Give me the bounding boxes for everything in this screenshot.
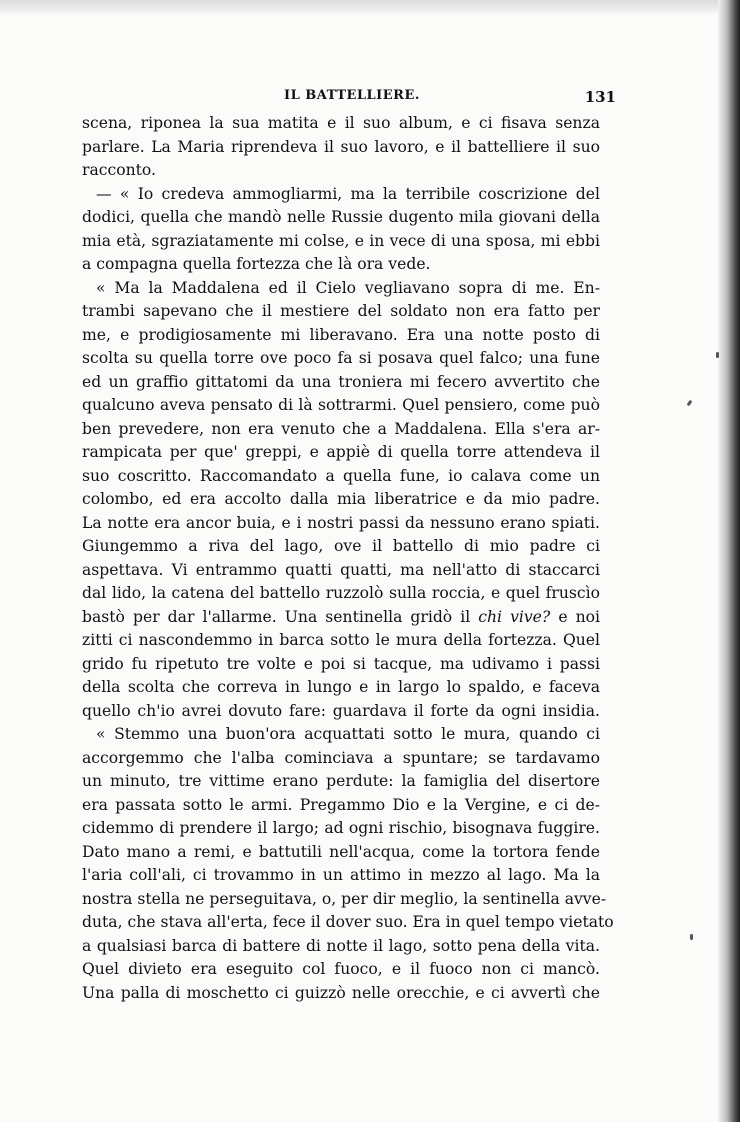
text-line: un minuto, tre vittime erano perdute: la famiglia del disertore: [82, 772, 600, 790]
text-line: accorgemmo che l'alba cominciava a spuntare; se tardavamo: [82, 748, 600, 767]
text-line: La notte era ancor buia, e i nostri passi da nessuno erano spiati.: [82, 513, 600, 532]
text-line: « Ma la Maddalena ed il Cielo vegliavano sopra di me. En-: [96, 278, 600, 297]
text-line: bastò per dar l'allarme. Una sentinella gridò il chi vive? e noi: [82, 607, 601, 626]
text-line: l'aria coll'ali, ci trovammo in un attimo in mezzo al lago. Ma la: [82, 866, 600, 884]
text-line: « Stemmo una buon'ora acquattati sotto le mura, quando ci: [96, 725, 600, 743]
text-line: nostra stella ne perseguitava, o, per dir meglio, la sentinella avve-: [82, 889, 607, 908]
text-line: — « Io credeva ammogliarmi, ma la terribile coscrizione del: [96, 184, 600, 203]
text-line: Quel divieto era eseguito col fuoco, e il fuoco non ci mancò.: [82, 960, 600, 978]
text-line: parlare. La Maria riprendeva il suo lavoro, e il battelliere il suo: [82, 137, 600, 156]
text-line: rampicata per que' greppi, e appiè di quella torre attendeva il: [82, 443, 600, 461]
page-header: [96, 88, 616, 112]
text-line: zitti ci nascondemmo in barca sotto le mura della fortezza. Quel: [82, 631, 600, 649]
text-line: ben prevedere, non era venuto che a Maddalena. Ella s'era ar-: [82, 419, 600, 438]
scan-speck: [690, 934, 693, 940]
text-line: a qualsiasi barca di battere di notte il lago, sotto pena della vita.: [82, 936, 600, 955]
body-text: [82, 112, 614, 1005]
text-line: qualcuno aveva pensato di là sottrarmi. Quel pensiero, come può: [82, 396, 600, 414]
text-line: scolta su quella torre ove poco fa si posava quel falco; una fune: [82, 349, 600, 367]
text-line: aspettava. Vi entrammo quatti quatti, ma nell'atto di staccarci: [82, 560, 600, 579]
text-line: duta, che stava all'erta, fece il dover suo. Era in quel tempo vietato: [82, 913, 614, 931]
italic-phrase: chi vive?: [478, 607, 551, 626]
scan-speck: [687, 400, 693, 407]
text-line: della scolta che correva in lungo e in largo lo spaldo, e faceva: [82, 678, 600, 696]
text-line: trambi sapevano che il mestiere del soldato non era fatto per: [82, 302, 600, 320]
scan-speck: [716, 352, 719, 358]
running-title: IL BATTELLIERE.: [284, 88, 420, 103]
text-line: Una palla di moschetto ci guizzò nelle orecchie, e ci avvertì che: [82, 983, 600, 1002]
text-line: racconto.: [82, 161, 156, 179]
text-line: cidemmo di prendere il largo; ad ogni rischio, bisognava fuggire.: [82, 819, 600, 837]
scan-edge-right: [718, 0, 740, 1122]
text-line: grido fu ripetuto tre volte e poi si tacque, ma udivamo i passi: [82, 654, 600, 673]
text-line: mia età, sgraziatamente mi colse, e in vece di una sposa, mi ebbi: [82, 231, 600, 250]
text-line: ed un graffio gittatomi da una troniera mi fecero avvertito che: [82, 372, 600, 391]
text-line: a compagna quella fortezza che là ora vede.: [82, 255, 431, 273]
page-number: 131: [584, 88, 616, 106]
text-line: Giungemmo a riva del lago, ove il battello di mio padre ci: [82, 537, 600, 555]
scan-edge-top: [0, 0, 740, 14]
text-line: era passata sotto le armi. Pregammo Dio e la Vergine, e ci de-: [82, 795, 600, 814]
text-line: colombo, ed era accolto dalla mia liberatrice e da mio padre.: [82, 490, 600, 508]
text-line: dal lido, la catena del battello ruzzolò sulla roccia, e quel fruscìo: [82, 584, 600, 602]
text-line: dodici, quella che mandò nelle Russie dugento mila giovani della: [82, 208, 600, 226]
text-line: me, e prodigiosamente mi liberavano. Era una notte posto di: [82, 325, 600, 344]
text-line: suo coscritto. Raccomandato a quella fune, io calava come un: [82, 466, 600, 485]
text-line: Dato mano a remi, e battutili nell'acqua, come la tortora fende: [82, 842, 600, 861]
text-line: scena, riponea la sua matita e il suo album, e ci fisava senza: [82, 114, 600, 132]
text-line: quello ch'io avrei dovuto fare: guardava il forte da ogni insidia.: [82, 701, 600, 720]
